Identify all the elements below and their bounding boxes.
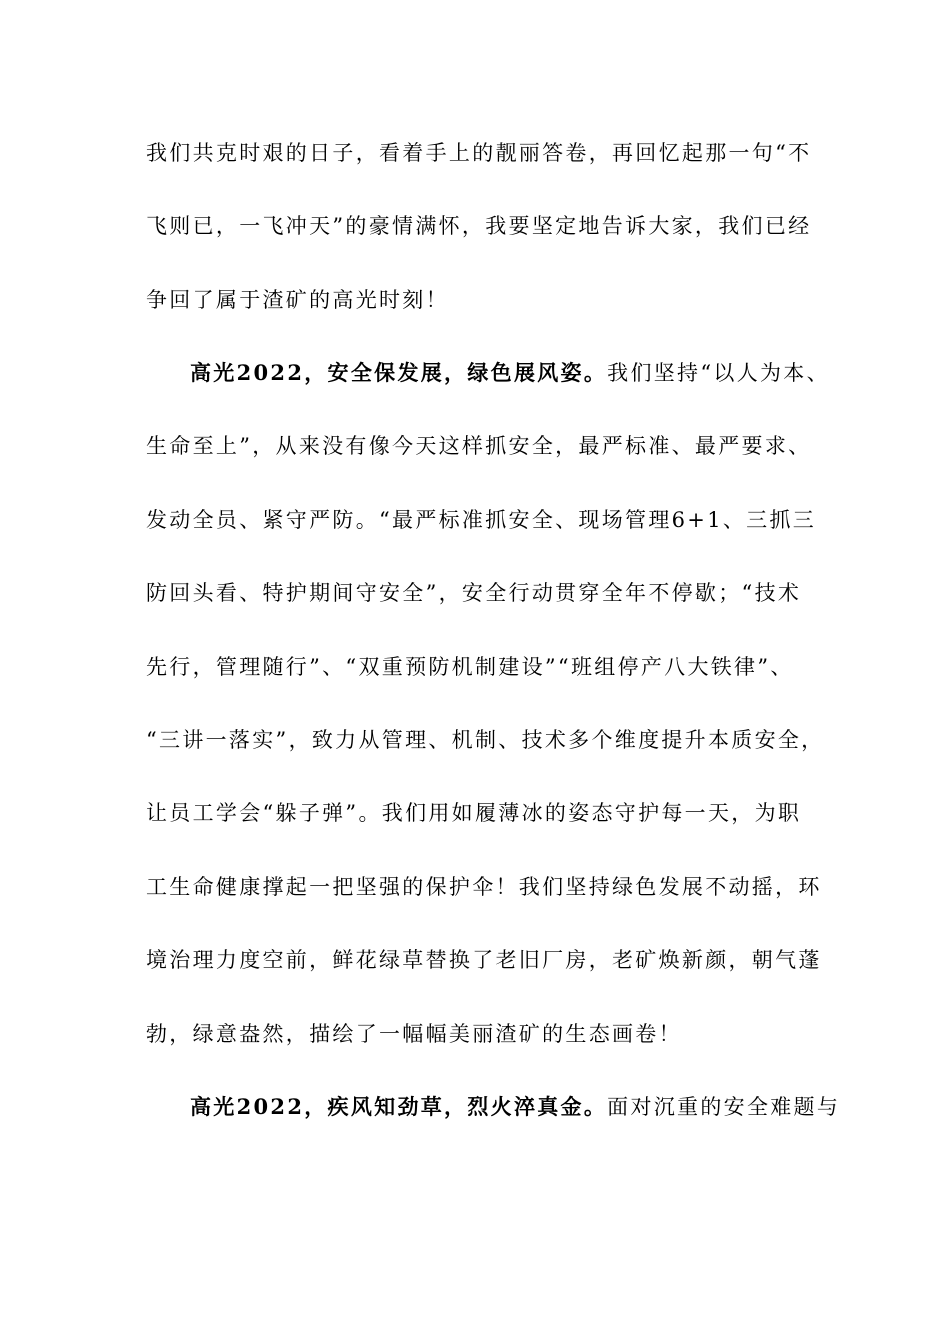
paragraph-1-line-1: 我们共克时艰的日子，看着手上的靓丽答卷，再回忆起那一句“不 [146,141,812,165]
paragraph-2-line-2: 生命至上”，从来没有像今天这样抓安全，最严标准、最严要求、 [146,434,812,458]
paragraph-2-line-6: “三讲一落实”，致力从管理、机制、技术多个维度提升本质安全， [146,728,825,752]
paragraph-2-line-9: 境治理力度空前，鲜花绿草替换了老旧厂房，老矿焕新颜，朝气蓬 [146,948,822,972]
paragraph-3-first-line-text: 面对沉重的安全难题与 [607,1095,841,1119]
paragraph-2-first-line-text: 我们坚持“以人为本、 [607,361,830,385]
paragraph-3-first-line [190,1092,840,1122]
paragraph-2-heading: 高光2022，安全保发展，绿色展风姿。 [190,360,608,385]
paragraph-2-line-7: 让员工学会“躲子弹”。我们用如履薄冰的姿态守护每一天，为职 [146,801,802,825]
paragraph-2-first-line [190,358,830,388]
paragraph-2-line-8: 工生命健康撑起一把坚强的保护伞！我们坚持绿色发展不动摇，环 [146,875,822,899]
paragraph-1-line-3: 争回了属于渣矿的高光时刻！ [146,288,449,312]
paragraph-2-line-4: 防回头看、特护期间守安全”，安全行动贯穿全年不停歇；“技术 [146,581,802,605]
paragraph-2-line-3: 发动全员、紧守严防。“最严标准抓安全、现场管理6+1、三抓三 [146,508,817,532]
paragraph-2-line-5: 先行，管理随行”、“双重预防机制建设”“班组停产八大铁律”、 [146,655,794,679]
paragraph-1-line-2: 飞则已，一飞冲天”的豪情满怀，我要坚定地告诉大家，我们已经 [146,214,812,238]
paragraph-3-heading: 高光2022，疾风知劲草，烈火淬真金。 [190,1094,608,1119]
paragraph-2-line-10: 勃，绿意盎然，描绘了一幅幅美丽渣矿的生态画卷！ [146,1022,682,1046]
